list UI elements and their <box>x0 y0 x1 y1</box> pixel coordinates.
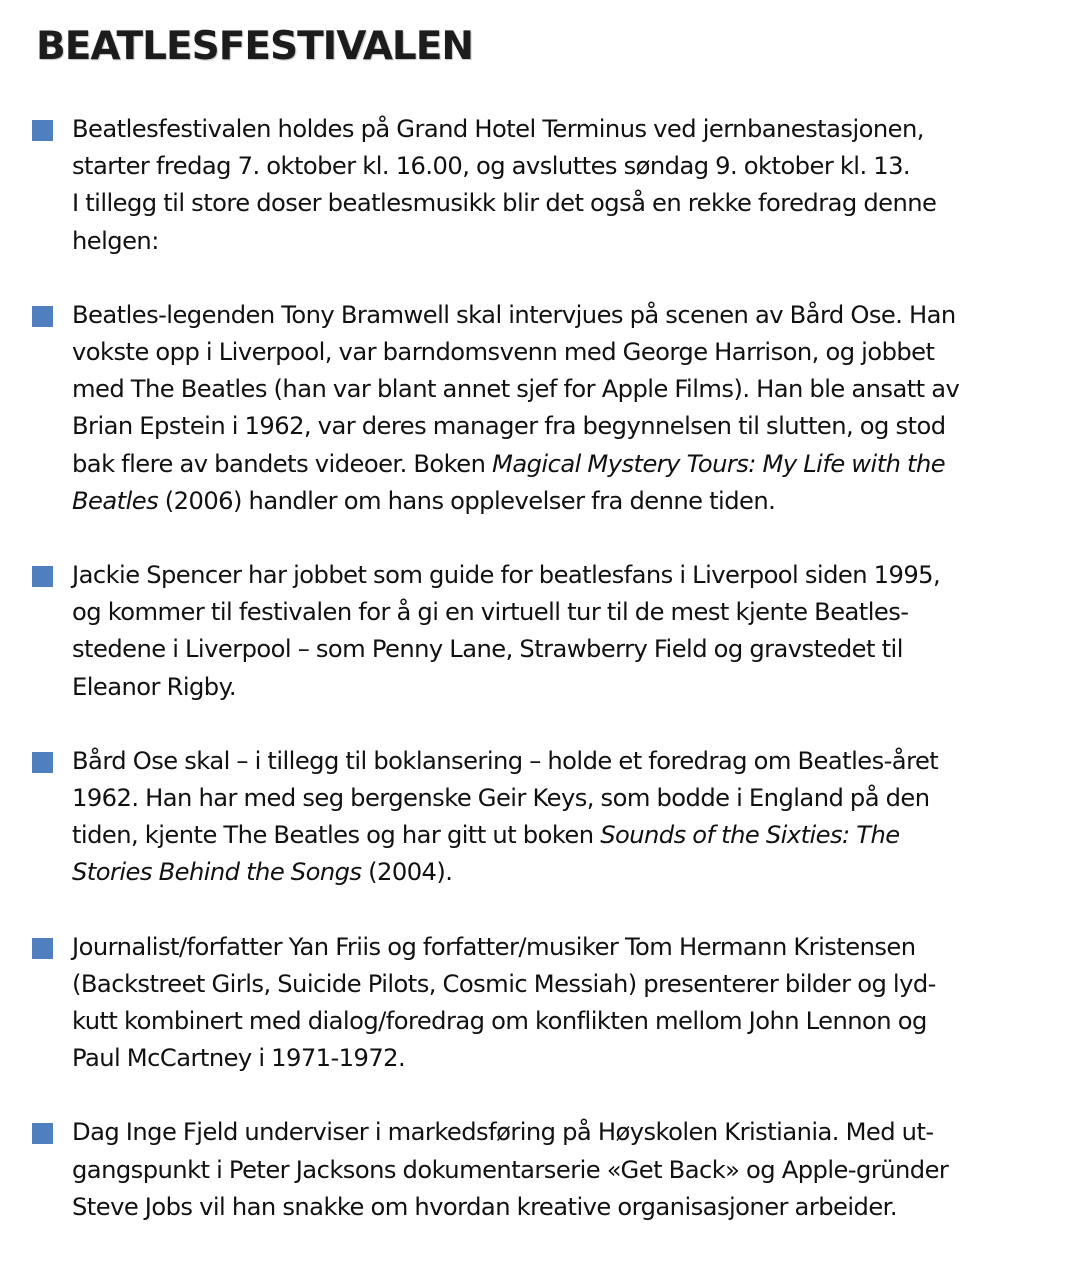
square-bullet-icon <box>32 752 53 773</box>
text-line <box>72 966 1072 1003</box>
text-line <box>72 743 1072 780</box>
italic-title-text: Sounds of the Sixties: The <box>600 821 900 850</box>
list-item <box>32 297 1072 520</box>
body-text: Eleanor Rigby. <box>72 672 237 701</box>
body-text: Journalist/forfatter Yan Friis og forfatter/musiker Tom Hermann Kristensen <box>72 932 916 961</box>
list-item <box>32 1114 1072 1226</box>
square-bullet-icon <box>32 566 53 587</box>
body-text: vokste opp i Liverpool, var barndomsvenn med George Harrison, og jobbet <box>72 338 935 367</box>
body-text: (2006) handler om hans opplevelser fra denne tiden. <box>158 486 776 515</box>
body-text: Dag Inge Fjeld underviser i markedsføring på Høyskolen Kristiania. Med ut- <box>72 1118 934 1147</box>
body-text: helgen: <box>72 226 159 255</box>
body-text: Jackie Spencer har jobbet som guide for beatlesfans i Liverpool siden 1995, <box>72 561 941 590</box>
body-text: 1962. Han har med seg bergenske Geir Keys, som bodde i England på den <box>72 784 930 813</box>
text-line <box>72 223 1072 260</box>
list-item <box>32 743 1072 892</box>
text-line <box>72 185 1072 222</box>
square-bullet-icon <box>32 120 53 141</box>
body-text: bak flere av bandets videoer. Boken <box>72 449 492 478</box>
text-line <box>72 446 1072 483</box>
text-line <box>72 1189 1072 1226</box>
list-item <box>32 929 1072 1078</box>
italic-title-text: Stories Behind the Songs <box>72 858 362 887</box>
body-text: Paul McCartney i 1971-1972. <box>72 1044 406 1073</box>
text-line <box>72 483 1072 520</box>
square-bullet-icon <box>32 1123 53 1144</box>
body-text: Beatles-legenden Tony Bramwell skal intervjues på scenen av Bård Ose. Han <box>72 300 956 329</box>
body-text: og kommer til festivalen for å gi en virtuell tur til de mest kjente Beatles- <box>72 598 909 627</box>
italic-title-text: Beatles <box>72 486 159 515</box>
body-text: Brian Epstein i 1962, var deres manager fra begynnelsen til slutten, og stod <box>72 412 946 441</box>
page-title: BEATLESFESTIVALEN <box>36 24 474 69</box>
text-line <box>72 817 1072 854</box>
text-line <box>72 557 1072 594</box>
text-line <box>72 334 1072 371</box>
square-bullet-icon <box>32 938 53 959</box>
text-line <box>72 1114 1072 1151</box>
list-item <box>32 557 1072 706</box>
square-bullet-icon <box>32 306 53 327</box>
body-text: tiden, kjente The Beatles og har gitt ut boken <box>72 821 601 850</box>
text-line <box>72 1003 1072 1040</box>
text-line <box>72 854 1072 891</box>
body-text: I tillegg til store doser beatlesmusikk blir det også en rekke foredrag denne <box>72 189 937 218</box>
text-line <box>72 631 1072 668</box>
body-text: (2004). <box>361 858 453 887</box>
text-line <box>72 111 1072 148</box>
body-text: starter fredag 7. oktober kl. 16.00, og avsluttes søndag 9. oktober kl. 13. <box>72 152 911 181</box>
body-text: med The Beatles (han var blant annet sjef for Apple Films). Han ble ansatt av <box>72 375 960 404</box>
text-line <box>72 594 1072 631</box>
text-line <box>72 408 1072 445</box>
text-line <box>72 148 1072 185</box>
text-line <box>72 1040 1072 1077</box>
body-text: Beatlesfestivalen holdes på Grand Hotel Terminus ved jernbanestasjonen, <box>72 115 924 143</box>
text-line <box>72 929 1072 966</box>
bullet-list <box>32 111 1072 1263</box>
body-text: kutt kombinert med dialog/foredrag om konflikten mellom John Lennon og <box>72 1007 927 1036</box>
list-item <box>32 111 1072 260</box>
body-text: stedene i Liverpool – som Penny Lane, Strawberry Field og gravstedet til <box>72 635 903 664</box>
text-line <box>72 780 1072 817</box>
text-line <box>72 371 1072 408</box>
text-line <box>72 297 1072 334</box>
text-line <box>72 669 1072 706</box>
body-text: Bård Ose skal – i tillegg til boklansering – holde et foredrag om Beatles-året <box>72 746 939 775</box>
body-text: Steve Jobs vil han snakke om hvordan kreative organisasjoner arbeider. <box>72 1192 897 1221</box>
body-text: (Backstreet Girls, Suicide Pilots, Cosmic Messiah) presenterer bilder og lyd- <box>72 969 936 998</box>
text-line <box>72 1152 1072 1189</box>
body-text: gangspunkt i Peter Jacksons dokumentarserie «Get Back» og Apple-gründer <box>72 1155 949 1184</box>
italic-title-text: Magical Mystery Tours: My Life with the <box>492 449 946 478</box>
